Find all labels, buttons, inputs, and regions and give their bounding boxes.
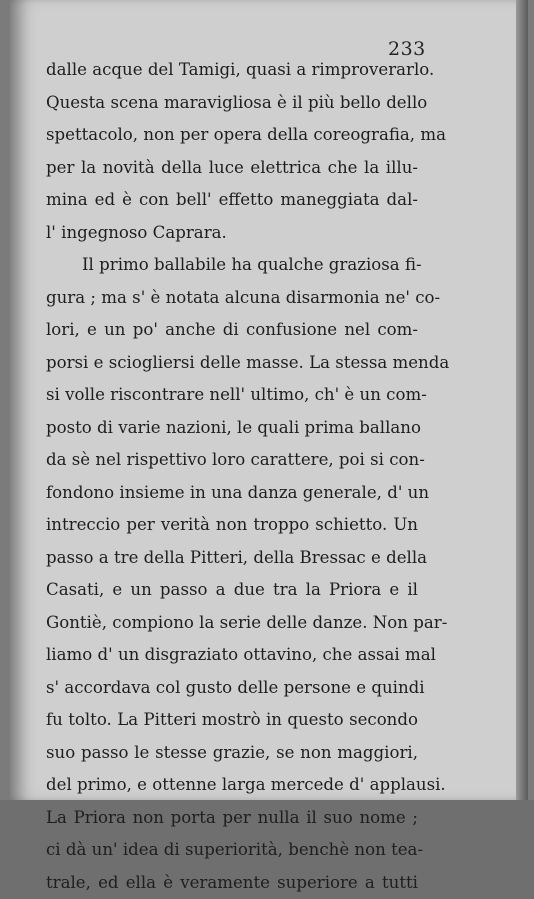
body-text xyxy=(46,54,418,899)
text-line: intreccio per verità non troppo schietto. Un xyxy=(46,509,418,542)
text-line: posto di varie nazioni, le quali prima ballano xyxy=(46,412,418,445)
text-line: porsi e sciogliersi delle masse. La stessa menda xyxy=(46,347,418,380)
text-line: da sè nel rispettivo loro carattere, poi si con- xyxy=(46,444,418,477)
text-line: dalle acque del Tamigi, quasi a rimproverarlo. xyxy=(46,54,418,87)
text-line: s' accordava col gusto delle persone e quindi xyxy=(46,672,418,705)
text-line: fu tolto. La Pitteri mostrò in questo secondo xyxy=(46,704,418,737)
text-line: liamo d' un disgraziato ottavino, che assai mal xyxy=(46,639,418,672)
text-line: trale, ed ella è veramente superiore a tutti xyxy=(46,867,418,899)
text-line: ci dà un' idea di superiorità, benchè non tea- xyxy=(46,834,418,867)
text-line: gura ; ma s' è notata alcuna disarmonia ne' co- xyxy=(46,282,418,315)
text-line: spettacolo, non per opera della coreografia, ma xyxy=(46,119,418,152)
text-line: per la novità della luce elettrica che la illu- xyxy=(46,152,418,185)
text-line: del primo, e ottenne larga mercede d' applausi. xyxy=(46,769,418,802)
text-line: La Priora non porta per nulla il suo nome ; xyxy=(46,802,418,835)
text-line: suo passo le stesse grazie, se non maggiori, xyxy=(46,737,418,770)
text-line: fondono insieme in una danza generale, d' un xyxy=(46,477,418,510)
text-line: mina ed è con bell' effetto maneggiata dal- xyxy=(46,184,418,217)
text-line: Questa scena maravigliosa è il più bello dello xyxy=(46,87,418,120)
book-page xyxy=(10,0,528,800)
text-line: passo a tre della Pitteri, della Bressac e della xyxy=(46,542,418,575)
text-line: lori, e un po' anche di confusione nel com- xyxy=(46,314,418,347)
text-line: l' ingegnoso Caprara. xyxy=(46,217,418,250)
text-line: Gontiè, compiono la serie delle danze. Non par- xyxy=(46,607,418,640)
text-line: Il primo ballabile ha qualche graziosa fi- xyxy=(46,249,418,282)
text-line: Casati, e un passo a due tra la Priora e il xyxy=(46,574,418,607)
text-line: si volle riscontrare nell' ultimo, ch' è un com- xyxy=(46,379,418,412)
page-edge-shadow xyxy=(516,0,528,800)
page-number: 233 xyxy=(388,38,426,60)
